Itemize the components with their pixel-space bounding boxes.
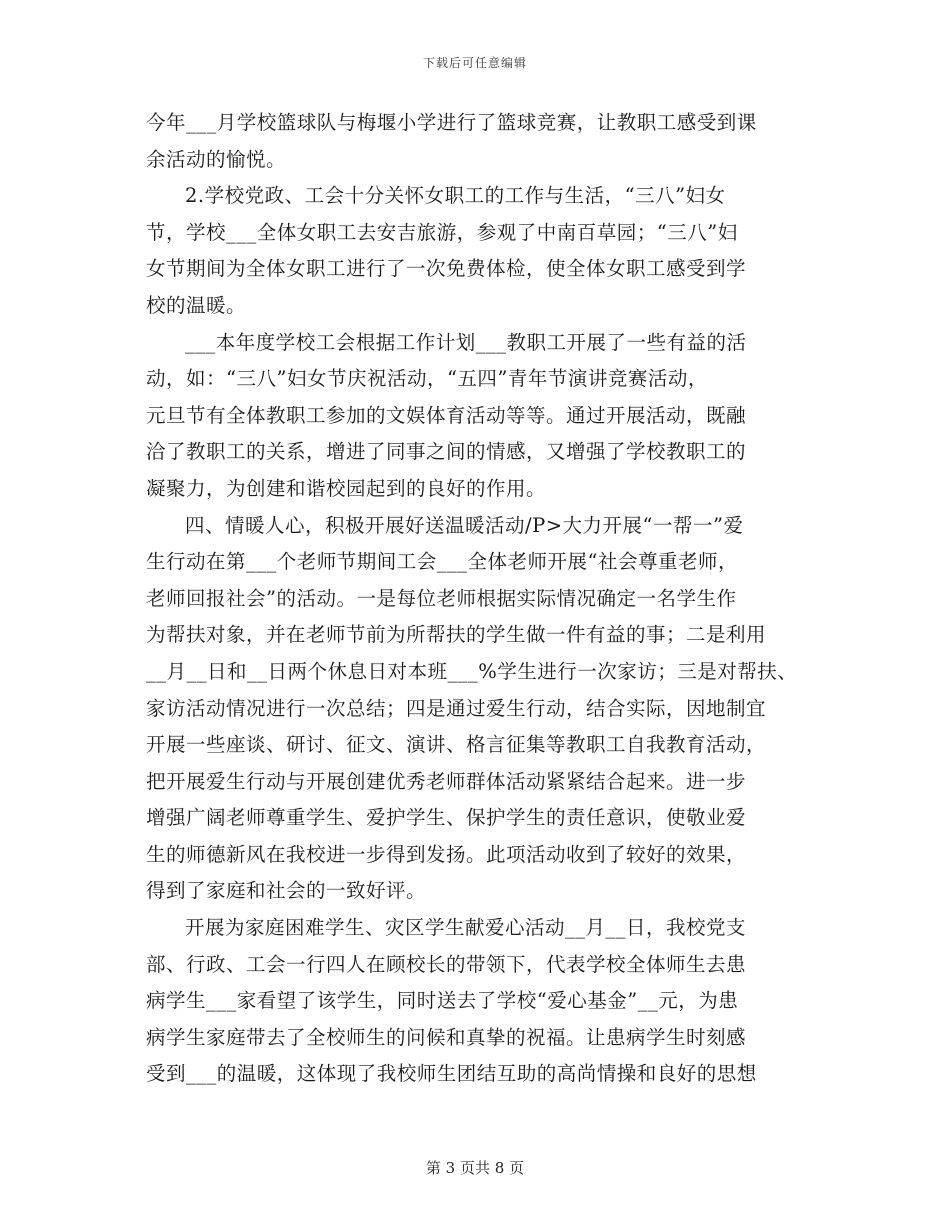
text-line: 女节期间为全体女职工进行了一次免费体检，使全体女职工感受到学	[146, 257, 747, 281]
text-line: 得到了家庭和社会的一致好评。	[146, 879, 427, 903]
text-line: 今年___月学校篮球队与梅堰小学进行了篮球竞赛，让教职工感受到课	[146, 111, 757, 134]
text-line: 生行动在第___个老师节期间工会___全体老师开展“社会尊重老师，	[146, 550, 738, 574]
text-line: __月__日和__日两个休息日对本班___%学生进行一次家访；三是对帮扶、	[146, 659, 798, 683]
text-line: 老师回报社会”的活动。一是每位老师根据实际情况确定一名学生作	[146, 586, 737, 610]
text-line: 节，学校___全体女职工去安吉旅游，参观了中南百草园；“三八”妇	[146, 220, 738, 244]
page-footer: 第 3 页共 8 页	[425, 1159, 525, 1177]
text-line: 为帮扶对象，并在老师节前为所帮扶的学生做一件有益的事；二是利用	[146, 623, 767, 647]
document-body	[146, 105, 816, 1093]
text-line: 生的师德新风在我校进一步得到发扬。此项活动收到了较好的效果，	[146, 842, 747, 866]
text-line: 元旦节有全体教职工参加的文娱体育活动等等。通过开展活动，既融	[146, 403, 747, 427]
text-line: 校的温暖。	[146, 293, 247, 317]
text-line: 四、情暖人心，积极开展好送温暖活动/P>大力开展“一帮一”爱	[185, 513, 744, 537]
text-line: 病学生家庭带去了全校师生的问候和真挚的祝福。让患病学生时刻感	[146, 1025, 747, 1049]
text-line: 病学生___家看望了该学生，同时送去了学校“爱心基金”__元，为患	[146, 989, 739, 1013]
text-line: 增强广阔老师尊重学生、爱护学生、保护学生的责任意识，使敬业爱	[146, 806, 747, 830]
text-line: ___本年度学校工会根据工作计划___教职工开展了一些有益的活	[185, 330, 747, 354]
text-line: 2.学校党政、工会十分关怀女职工的工作与生活，“三八”妇女	[185, 184, 726, 208]
text-line: 把开展爱生行动与开展创建优秀老师群体活动紧紧结合起来。进一步	[146, 769, 747, 793]
text-line: 部、行政、工会一行四人在顾校长的带领下，代表学校全体师生去患	[146, 952, 747, 976]
text-line: 开展为家庭困难学生、灾区学生献爱心活动__月__日，我校党支	[185, 916, 747, 940]
text-line: 受到___的温暖，这体现了我校师生团结互助的高尚情操和良好的思想	[146, 1062, 757, 1086]
page-header: 下载后可任意编辑	[422, 56, 527, 70]
text-line: 家访活动情况进行一次总结；四是通过爱生行动，结合实际，因地制宜	[146, 696, 767, 720]
text-line: 动，如：“三八”妇女节庆祝活动，“五四”青年节演讲竞赛活动，	[146, 367, 708, 391]
text-line: 洽了教职工的关系，增进了同事之间的情感，又增强了学校教职工的	[146, 440, 747, 464]
text-line: 开展一些座谈、研讨、征文、演讲、格言征集等教职工自我教育活动，	[146, 733, 767, 757]
text-line: 余活动的愉悦。	[146, 147, 287, 171]
text-line: 凝聚力，为创建和谐校园起到的良好的作用。	[146, 476, 547, 500]
